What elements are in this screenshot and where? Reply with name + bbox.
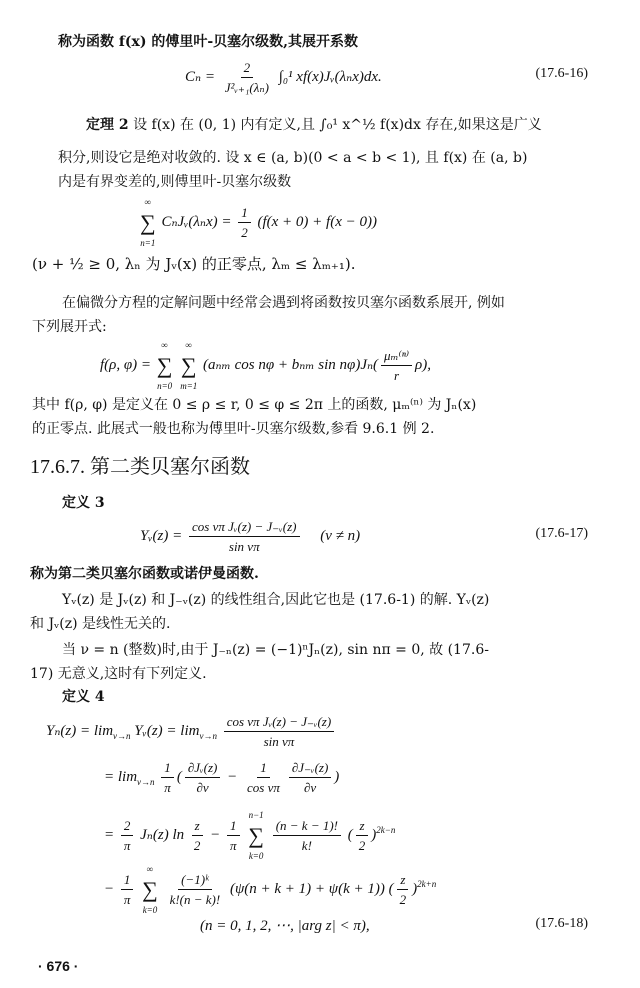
equation-series (138, 196, 377, 249)
fraction (356, 817, 369, 854)
numerator: ∂Jᵥ(z) (185, 759, 221, 778)
fraction (161, 759, 174, 796)
upper-limit: ∞ (161, 339, 168, 350)
eq-lhs: Yₙ(z) = lim (46, 723, 114, 739)
equation-17-6-16 (185, 58, 382, 96)
equation-expansion (100, 339, 431, 392)
denominator: sin νπ (228, 539, 260, 555)
paragraph: 17) 无意义,这时有下列定义. (30, 666, 207, 682)
denominator: k!(n − k)! (169, 892, 221, 908)
upper-limit: ∞ (185, 339, 192, 350)
paragraph: 和 Jᵥ(z) 是线性无关的. (30, 616, 171, 632)
equation-18-line2 (104, 756, 339, 803)
numerator: 1 (121, 871, 134, 890)
equation-18-line4: − $\frac{1}{\pi}$ ∞ ∑ k=0 $\frac{\text{(−1)ᵏ}}{k!(n - k)!}$ (ψ(n + k + 1) + ψ(k + 1)) ( $\frac{z}{2}$ )$^{2k+n}$ (104, 863, 437, 915)
numerator: cos νπ Jᵥ(z) − J₋ᵥ(z) (189, 518, 300, 537)
denominator: cos νπ (247, 780, 280, 796)
limit-sub: ν→n (113, 731, 131, 741)
denominator: 2 (241, 225, 248, 241)
fraction (381, 347, 412, 384)
operator: − (210, 827, 221, 843)
sum-symbol: ∑ (140, 209, 156, 235)
paren: ) (334, 769, 340, 785)
paragraph: 称为第二类贝塞尔函数或诺伊曼函数. (30, 566, 259, 582)
lower-limit: k=0 (142, 904, 158, 915)
upper-limit: ∞ (146, 863, 154, 874)
exponent: 2k+n (417, 879, 437, 889)
denominator: 2 (358, 838, 366, 854)
fraction (189, 518, 300, 555)
paragraph: 当 ν = n (整数)时,由于 J₋ₙ(z) = (−1)ⁿJₙ(z), sin nπ = 0, 故 (17.6- (62, 642, 489, 658)
operator: − (104, 881, 115, 897)
eq-lhs: Cₙ = (185, 69, 215, 85)
lower-limit: m=1 (180, 380, 198, 391)
equation-17-6-17 (140, 516, 360, 556)
fraction (185, 759, 221, 796)
sum-symbol: ∑ (156, 352, 173, 378)
theorem-text: 设 f(x) 在 (0, 1) 内有定义,且 ∫₀¹ x^½ f(x)dx 存在,如果这是广义 (133, 117, 542, 133)
equation-18-line3: = $\frac{2}{\pi}$ Jₙ(z) ln $\frac{z}{2}$ − $\frac{1}{\pi}$ n−1 ∑ k=0 $\frac{(n - k - 1)!}{k!}$ ( $\frac{z}{2}$ )$^{2k-n}$ (104, 809, 396, 861)
paren: ( (176, 769, 182, 785)
condition: (ν + ½ ≥ 0, λₙ 为 Jᵥ(x) 的正零点, λₘ ≤ λₘ₊₁). (32, 255, 356, 273)
lower-limit: n=0 (157, 380, 173, 391)
eq-mid: Jₙ(z) ln (140, 827, 185, 843)
summation (180, 340, 197, 392)
fraction (397, 871, 410, 908)
equation-number: (17.6-16) (535, 66, 588, 81)
fraction (121, 817, 134, 854)
equation-18-range: (n = 0, 1, 2, ⋯, |arg z| < π), (200, 918, 370, 934)
fraction (238, 204, 251, 241)
sum-symbol: ∑ (180, 352, 197, 378)
equation-number: (17.6-18) (535, 916, 588, 931)
fraction (289, 759, 331, 796)
definition-3-label: 定义 3 (62, 495, 105, 511)
paragraph: 在偏微分方程的定解问题中经常会遇到将函数按贝塞尔函数系展开, 例如 (62, 295, 505, 311)
equation-number: (17.6-17) (535, 526, 588, 541)
theorem-label: 定理 2 (86, 117, 129, 133)
eq-lhs: = lim (104, 769, 138, 785)
upper-limit: ∞ (144, 196, 152, 207)
numerator: z (356, 817, 367, 836)
sum-symbol: ∑ (248, 822, 264, 848)
numerator: (n − k − 1)! (273, 817, 341, 836)
fraction (244, 759, 283, 796)
paragraph: 积分,则设它是绝对收敛的. 设 x ∈ (a, b)(0 < a < b < 1), 且 f(x) 在 (a, b) (58, 150, 528, 166)
denominator: 2 (399, 892, 407, 908)
paragraph: 其中 f(ρ, φ) 是定义在 0 ≤ ρ ≤ r, 0 ≤ φ ≤ 2π 上的函数, μₘ⁽ⁿ⁾ 为 Jₙ(x) (32, 397, 477, 413)
summation (142, 864, 158, 916)
denominator: π (123, 838, 131, 854)
numerator: z (192, 817, 203, 836)
sum-symbol: ∑ (142, 876, 158, 902)
eq-condition: (ν ≠ n) (320, 528, 361, 544)
fraction (121, 871, 134, 908)
limit-sub: ν→n (199, 731, 217, 741)
eq-rhs: (f(x + 0) + f(x − 0)) (257, 214, 377, 230)
numerator: 2 (121, 817, 134, 836)
eq-rhs: ρ), (415, 357, 431, 373)
denominator: π (230, 838, 237, 854)
fraction (222, 59, 272, 96)
fraction (273, 817, 341, 854)
fraction (227, 817, 240, 854)
numerator: 1 (257, 759, 270, 778)
paragraph: Yᵥ(z) 是 Jᵥ(z) 和 J₋ᵥ(z) 的线性组合,因此它也是 (17.6-1) 的解. Yᵥ(z) (62, 592, 490, 608)
exponent: 2k−n (376, 825, 396, 835)
summation (157, 340, 173, 392)
numerator: cos νπ Jᵥ(z) − J₋ᵥ(z) (224, 713, 335, 732)
paragraph: 内是有界变差的,则傅里叶-贝塞尔级数 (58, 174, 292, 190)
denominator: π (164, 780, 171, 796)
eq-lhs: Yᵥ(z) = (140, 528, 183, 544)
eq-mid: (ψ(n + k + 1) + ψ(k + 1)) (229, 881, 385, 897)
theorem-2 (86, 115, 542, 135)
denominator: J²ᵥ₊₁(λₙ) (224, 80, 269, 96)
numerator: 1 (161, 759, 174, 778)
lower-limit: k=0 (248, 850, 264, 861)
eq-lhs: f(ρ, φ) = (100, 357, 152, 373)
eq-lhs: = (104, 827, 115, 843)
operator: − (227, 769, 238, 785)
numerator: z (397, 871, 408, 890)
denominator: π (123, 892, 131, 908)
denominator: ∂ν (303, 780, 317, 796)
lower-limit: n=1 (140, 237, 156, 248)
fraction (224, 713, 335, 750)
limit-sub: ν→n (137, 777, 155, 787)
eq-mid: Yᵥ(z) = lim (134, 723, 200, 739)
section-heading: 17.6.7. 第二类贝塞尔函数 (30, 456, 250, 478)
upper-limit: n−1 (248, 809, 264, 820)
eq-rhs: ∫₀¹ xf(x)Jᵥ(λₙx)dx. (278, 69, 382, 85)
fraction (167, 871, 224, 908)
numerator: ∂J₋ᵥ(z) (289, 759, 331, 778)
page-number: · 676 · (38, 958, 79, 974)
denominator: 2 (193, 838, 201, 854)
eq-mid: CₙJᵥ(λₙx) = (161, 214, 232, 230)
definition-4-label: 定义 4 (62, 689, 105, 705)
fraction (191, 817, 204, 854)
paragraph: 称为函数 f(x) 的傅里叶-贝塞尔级数,其展开系数 (58, 34, 359, 50)
summation (140, 197, 156, 249)
numerator: 1 (227, 817, 240, 836)
paragraph: 的正零点. 此展式一般也称为傅里叶-贝塞尔级数,参看 9.6.1 例 2. (32, 421, 435, 437)
numerator: (−1)ᵏ (178, 871, 212, 890)
equation-18-line1 (46, 710, 337, 757)
denominator: k! (301, 838, 312, 854)
denominator: ∂ν (196, 780, 209, 796)
denominator: sin νπ (263, 734, 295, 750)
numerator: 1 (238, 204, 251, 223)
numerator: 2 (241, 59, 254, 78)
summation (248, 810, 264, 862)
paragraph: 下列展开式: (32, 319, 107, 335)
eq-mid: (aₙₘ cos nφ + bₙₘ sin nφ)Jₙ( (203, 357, 379, 373)
numerator: μₘ⁽ⁿ⁾ (381, 347, 412, 366)
denominator: r (394, 368, 400, 384)
